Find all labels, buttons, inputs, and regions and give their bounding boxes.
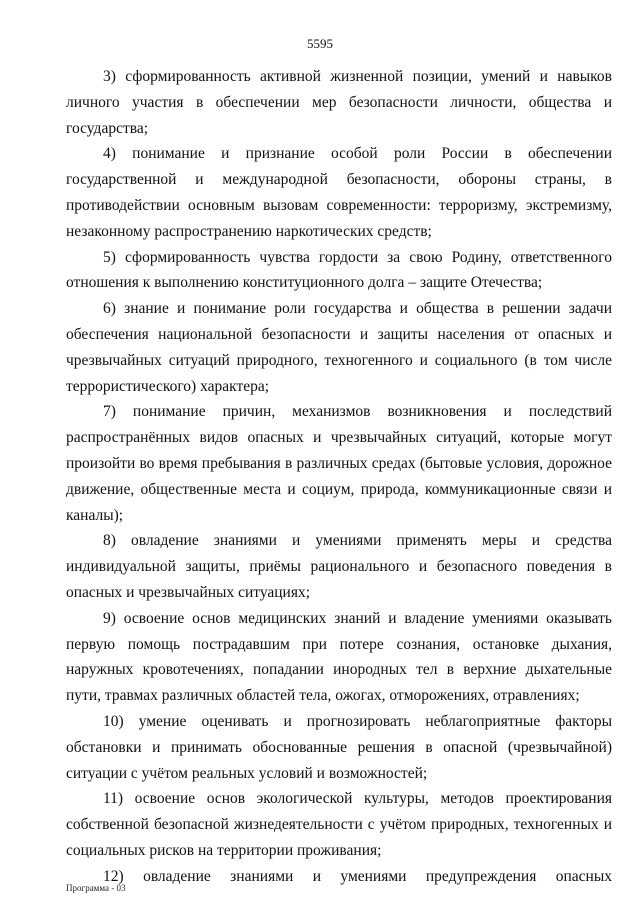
paragraph-6: 6) знание и понимание роли государства и общества в решении задачи обеспечения национальной безопасности и защиты населения от опасных и чрезвычайных ситуаций природного, техногенного и социального (в том числе террористического) характера; (66, 300, 612, 395)
paragraph-12: 12) овладение знаниями и умениями предупреждения опасных (103, 867, 612, 885)
page-number: 5595 (307, 36, 333, 51)
paragraph-10: 10) умение оценивать и прогнозировать неблагоприятные факторы обстановки и принимать обоснованные решения в опасной (чрезвычайной) ситуации с учётом реальных условий и возможностей; (66, 712, 612, 782)
footer-label: Программа - 03 (66, 883, 126, 893)
paragraph-8: 8) овладение знаниями и умениями применять меры и средства индивидуальной защиты, приёмы рационального и безопасного поведения в опасных и чрезвычайных ситуациях; (66, 532, 612, 601)
paragraph-5: 5) сформированность чувства гордости за свою Родину, ответственного отношения к выполнению конституционного долга – защите Отечества; (66, 248, 612, 292)
paragraph-3: 3) сформированность активной жизненной позиции, умений и навыков личного участия в обеспечении мер безопасности личности, общества и государства; (66, 68, 612, 137)
document-body (66, 64, 612, 890)
paragraph-4: 4) понимание и признание особой роли России в обеспечении государственной и международной безопасности, обороны страны, в противодействии основным вызовам современности: терроризму, экстремизму, незаконному распространению наркотических средств; (66, 145, 612, 240)
paragraph-7: 7) понимание причин, механизмов возникновения и последствий распространённых видов опасных и чрезвычайных ситуаций, которые могут произойти во время пребывания в различных средах (бытовые условия, дорожное движение, общественные места и социум, природа, коммуникационные связи и каналы); (66, 403, 612, 524)
paragraph-11: 11) освоение основ экологической культуры, методов проектирования собственной безопасной жизнедеятельности с учётом природных, техногенных и социальных рисков на территории проживания; (66, 790, 612, 859)
paragraph-9: 9) освоение основ медицинских знаний и владение умениями оказывать первую помощь пострадавшим при потере сознания, остановке дыхания, наружных кровотечениях, попадании инородных тел в верхние дыхательные пути, травмах различных областей тела, ожогах, отморожениях, отравлениях; (66, 609, 612, 705)
